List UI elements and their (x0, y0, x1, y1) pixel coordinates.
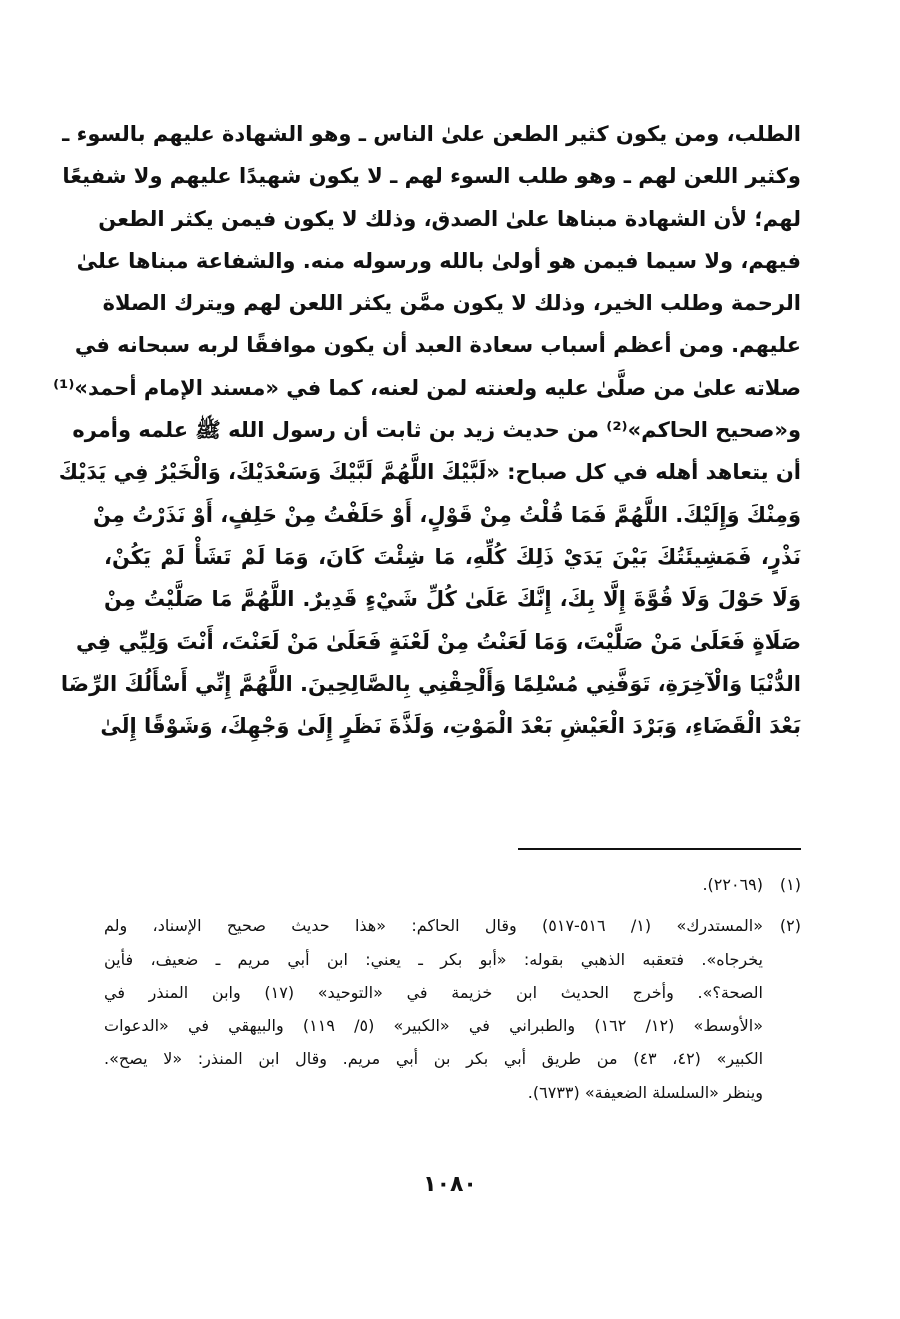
footnote-text: «المستدرك» (١/ ٥١٦-٥١٧) وقال الحاكم: «هذا حديث صحيح الإسناد، ولم (104, 916, 763, 936)
footnote-number: (١) (779, 875, 801, 894)
footnote-line: يخرجاه». فتعقبه الذهبي بقوله: «أبو بكر ـ يعني: ابن أبي مريم ـ ضعيف، فأين (104, 949, 763, 969)
body-line: وَلَا حَوْلَ وَلَا قُوَّةَ إِلَّا بِكَ، إِنَّكَ عَلَىٰ كُلِّ شَيْءٍ قَدِيرٌ. اللَّهُمَّ مَا صَلَّيْتُ مِنْ (104, 587, 801, 612)
body-line: فيهم، ولا سيما فيمن هو أولىٰ بالله ورسوله منه. والشفاعة مبناها علىٰ (76, 248, 801, 273)
footnote-line: وينظر «السلسلة الضعيفة» (٦٧٣٣). (527, 1082, 763, 1102)
main-text (53, 113, 801, 747)
body-line: الدُّنْيَا وَالْآخِرَةِ، تَوَفَّنِي مُسْلِمًا وَأَلْحِقْنِي بِالصَّالِحِينَ. اللَّهُمَّ إِنِّي أَسْأَلُكَ الرِّضَا (60, 671, 801, 696)
body-line: بَعْدَ الْقَضَاءِ، وَبَرْدَ الْعَيْشِ بَعْدَ الْمَوْتِ، وَلَذَّةَ نَظَرٍ إِلَىٰ وَجْهِكَ، وَشَوْقًا إِلَىٰ (100, 714, 801, 739)
body-line: عليهم. ومن أعظم أسباب سعادة العبد أن يكون موافقًا لربه سبحانه في (74, 333, 801, 358)
page-number: ١٠٨٠ (423, 1172, 477, 1197)
body-line: نَذْرٍ، فَمَشِيئَتُكَ بَيْنَ يَدَيْ ذَلِكَ كُلِّهِ، مَا شِئْتَ كَانَ، وَمَا لَمْ تَشَأْ لَمْ يَكُنْ، (104, 544, 801, 569)
footnote-1 (104, 868, 801, 901)
footnote-number: (٢) (779, 916, 801, 936)
body-line: وكثير اللعن لهم ـ وهو طلب السوء لهم ـ لا يكون شهيدًا عليهم ولا شفيعًا (62, 164, 801, 189)
footnote-2 (104, 909, 801, 942)
body-line: الطلب، ومن يكون كثير الطعن علىٰ الناس ـ وهو الشهادة عليهم بالسوء ـ (62, 122, 801, 146)
footnotes (104, 868, 801, 1109)
body-line: و«صحيح الحاكم»⁽²⁾ من حديث زيد بن ثابت أن رسول الله ﷺ علمه وأمره (72, 418, 801, 443)
body-line: صلاته علىٰ من صلَّىٰ عليه ولعنته لمن لعنه، كما في «مسند الإمام أحمد»⁽¹⁾ (53, 375, 801, 400)
footnote-text: (٢٢٠٦٩). (702, 875, 763, 894)
footnote-line: «الأوسط» (١٢/ ١٦٢) والطبراني في «الكبير» (٥/ ١١٩) والبيهقي في «الدعوات (104, 1016, 764, 1036)
footnote-line: الكبير» (٤٢، ٤٣) من طريق أبي بكر بن أبي مريم. وقال ابن المنذر: «لا يصح». (104, 1049, 764, 1069)
footnote-separator (518, 848, 801, 850)
footnote-line: الصحة؟». وأخرج الحديث ابن خزيمة في «التوحيد» (١٧) وابن المنذر في (104, 982, 763, 1002)
body-line: الرحمة وطلب الخير، وذلك لا يكون ممَّن يكثر اللعن لهم ويترك الصلاة (102, 291, 801, 316)
body-line: لهم؛ لأن الشهادة مبناها علىٰ الصدق، وذلك لا يكون فيمن يكثر الطعن (98, 206, 801, 231)
body-line: صَلَاةٍ فَعَلَىٰ مَنْ صَلَّيْتَ، وَمَا لَعَنْتُ مِنْ لَعْنَةٍ فَعَلَىٰ مَنْ لَعَنْتَ، أَنْتَ وَلِيِّي فِي (76, 629, 801, 654)
body-line: أن يتعاهد أهله في كل صباح: «لَبَّيْكَ اللَّهُمَّ لَبَّيْكَ وَسَعْدَيْكَ، وَالْخَيْرُ فِي يَدَيْكَ (58, 460, 801, 485)
body-line: وَمِنْكَ وَإِلَيْكَ. اللَّهُمَّ فَمَا قُلْتُ مِنْ قَوْلٍ، أَوْ حَلَفْتُ مِنْ حَلِفٍ، أَوْ نَذَرْتُ مِنْ (93, 502, 801, 527)
